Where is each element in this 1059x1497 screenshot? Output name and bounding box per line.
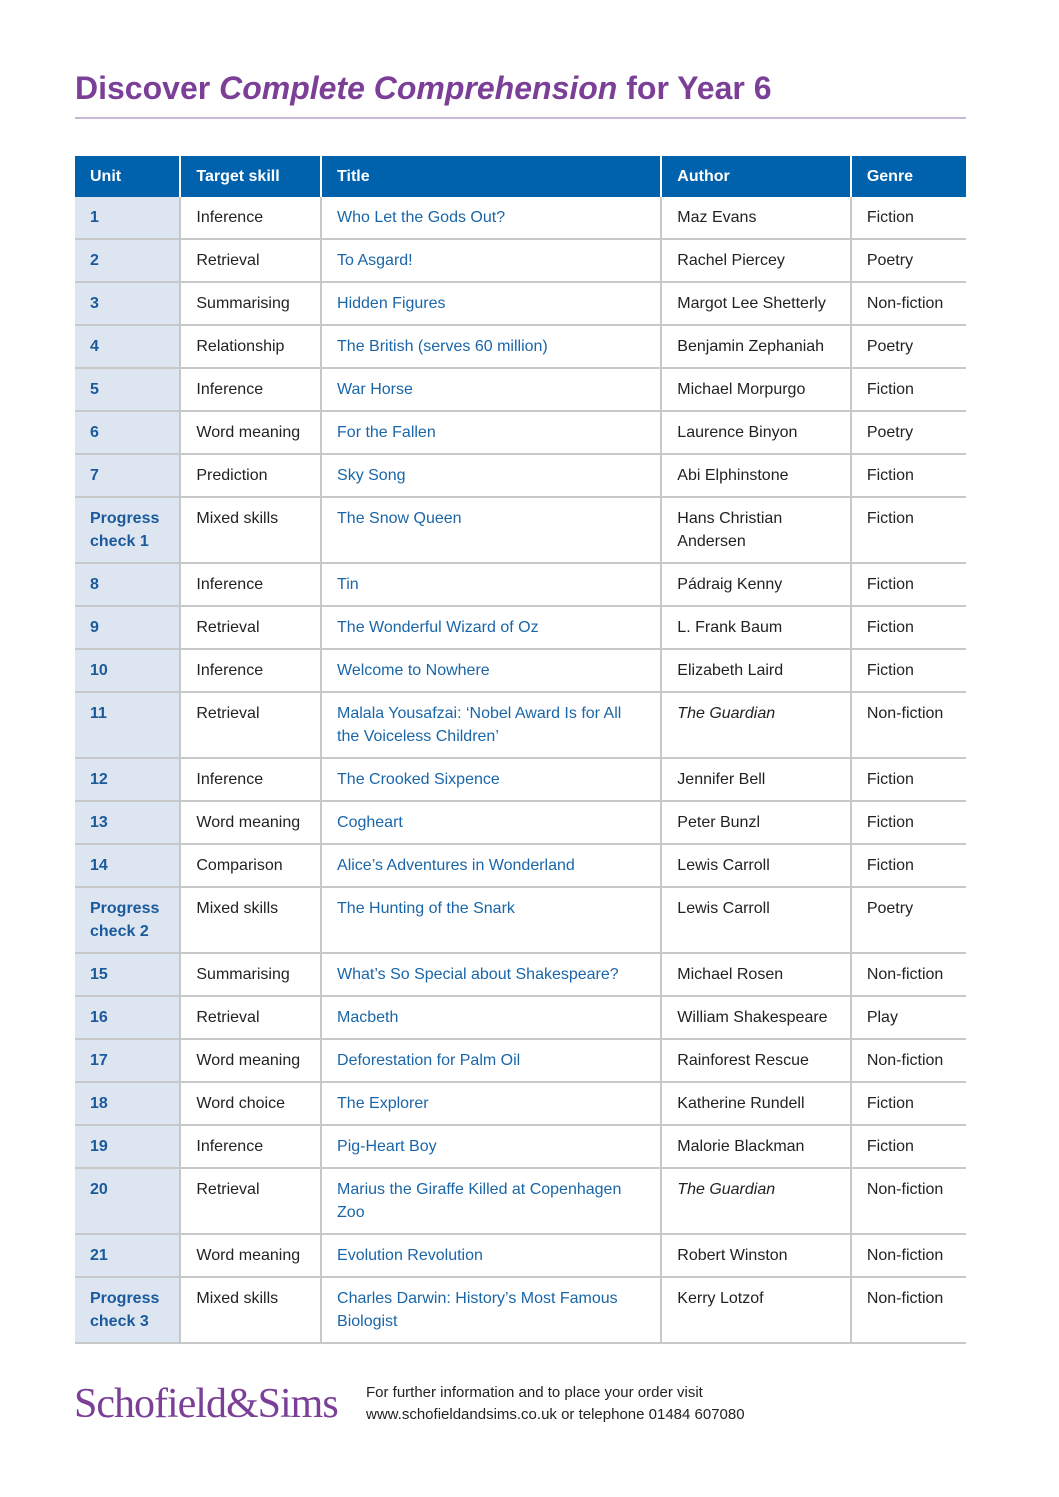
genre-cell: Non-fiction	[851, 692, 966, 758]
author-cell: Benjamin Zephaniah	[661, 325, 851, 368]
column-header-author: Author	[661, 156, 851, 197]
genre-cell: Fiction	[851, 563, 966, 606]
genre-cell: Fiction	[851, 454, 966, 497]
title-cell: Hidden Figures	[321, 282, 661, 325]
author-cell: Margot Lee Shetterly	[661, 282, 851, 325]
author-cell: The Guardian	[661, 1168, 851, 1234]
table-row	[75, 887, 966, 953]
genre-cell: Fiction	[851, 497, 966, 563]
author-cell: Maz Evans	[661, 197, 851, 239]
unit-cell: Progress check 1	[75, 497, 180, 563]
skill-cell: Mixed skills	[180, 887, 321, 953]
author-cell: Peter Bunzl	[661, 801, 851, 844]
skill-cell: Word meaning	[180, 1039, 321, 1082]
table-row	[75, 1125, 966, 1168]
table-row	[75, 197, 966, 239]
author-cell: Lewis Carroll	[661, 887, 851, 953]
title-cell: To Asgard!	[321, 239, 661, 282]
genre-cell: Fiction	[851, 801, 966, 844]
units-table	[75, 156, 966, 1344]
author-cell: Laurence Binyon	[661, 411, 851, 454]
title-cell: Cogheart	[321, 801, 661, 844]
skill-cell: Inference	[180, 368, 321, 411]
table-row	[75, 758, 966, 801]
genre-cell: Non-fiction	[851, 1039, 966, 1082]
skill-cell: Retrieval	[180, 692, 321, 758]
author-cell: Elizabeth Laird	[661, 649, 851, 692]
author-cell: Abi Elphinstone	[661, 454, 851, 497]
table-row	[75, 996, 966, 1039]
title-text-end: for Year 6	[617, 70, 772, 106]
author-cell: Pádraig Kenny	[661, 563, 851, 606]
title-cell: The Hunting of the Snark	[321, 887, 661, 953]
genre-cell: Fiction	[851, 197, 966, 239]
author-cell: Kerry Lotzof	[661, 1277, 851, 1343]
table-row	[75, 606, 966, 649]
unit-cell: 3	[75, 282, 180, 325]
footer-contact	[366, 1382, 745, 1426]
title-cell: Marius the Giraffe Killed at Copenhagen Zoo	[321, 1168, 661, 1234]
table-row	[75, 953, 966, 996]
genre-cell: Fiction	[851, 844, 966, 887]
table-row	[75, 325, 966, 368]
table-row	[75, 1234, 966, 1277]
table-row	[75, 563, 966, 606]
table-row	[75, 692, 966, 758]
unit-cell: 14	[75, 844, 180, 887]
skill-cell: Mixed skills	[180, 1277, 321, 1343]
unit-cell: 13	[75, 801, 180, 844]
column-header-genre: Genre	[851, 156, 966, 197]
author-cell: Michael Morpurgo	[661, 368, 851, 411]
table-row	[75, 239, 966, 282]
unit-cell: 1	[75, 197, 180, 239]
unit-cell: Progress check 2	[75, 887, 180, 953]
skill-cell: Inference	[180, 649, 321, 692]
table-row	[75, 1082, 966, 1125]
column-header-skill: Target skill	[180, 156, 321, 197]
footer-line-1: For further information and to place your order visit	[366, 1384, 703, 1401]
author-cell: Lewis Carroll	[661, 844, 851, 887]
unit-cell: 16	[75, 996, 180, 1039]
author-cell: Katherine Rundell	[661, 1082, 851, 1125]
genre-cell: Fiction	[851, 606, 966, 649]
table-row	[75, 649, 966, 692]
column-header-title: Title	[321, 156, 661, 197]
footer-line-2: www.schofieldandsims.co.uk or telephone 01484 607080	[366, 1406, 745, 1423]
page-title	[75, 70, 772, 107]
unit-cell: 18	[75, 1082, 180, 1125]
title-text: Discover	[75, 70, 220, 106]
unit-cell: 12	[75, 758, 180, 801]
title-cell: The Crooked Sixpence	[321, 758, 661, 801]
skill-cell: Retrieval	[180, 239, 321, 282]
skill-cell: Word meaning	[180, 1234, 321, 1277]
schofield-sims-logo: Schofield&Sims	[74, 1381, 338, 1427]
unit-cell: 5	[75, 368, 180, 411]
table-row	[75, 282, 966, 325]
skill-cell: Prediction	[180, 454, 321, 497]
skill-cell: Retrieval	[180, 606, 321, 649]
unit-cell: 10	[75, 649, 180, 692]
table-row	[75, 801, 966, 844]
genre-cell: Non-fiction	[851, 1234, 966, 1277]
title-cell: The Wonderful Wizard of Oz	[321, 606, 661, 649]
table-row	[75, 411, 966, 454]
genre-cell: Poetry	[851, 887, 966, 953]
table-row	[75, 1039, 966, 1082]
skill-cell: Summarising	[180, 282, 321, 325]
title-cell: Who Let the Gods Out?	[321, 197, 661, 239]
title-cell: Pig-Heart Boy	[321, 1125, 661, 1168]
genre-cell: Play	[851, 996, 966, 1039]
unit-cell: 20	[75, 1168, 180, 1234]
skill-cell: Comparison	[180, 844, 321, 887]
unit-cell: 21	[75, 1234, 180, 1277]
skill-cell: Inference	[180, 563, 321, 606]
genre-cell: Non-fiction	[851, 282, 966, 325]
unit-cell: 7	[75, 454, 180, 497]
skill-cell: Word choice	[180, 1082, 321, 1125]
title-cell: What’s So Special about Shakespeare?	[321, 953, 661, 996]
table-row	[75, 1168, 966, 1234]
author-cell: L. Frank Baum	[661, 606, 851, 649]
unit-cell: 6	[75, 411, 180, 454]
title-cell: Malala Yousafzai: ‘Nobel Award Is for All the Voiceless Children’	[321, 692, 661, 758]
genre-cell: Non-fiction	[851, 1168, 966, 1234]
genre-cell: Non-fiction	[851, 953, 966, 996]
table-row	[75, 844, 966, 887]
title-cell: The Snow Queen	[321, 497, 661, 563]
skill-cell: Word meaning	[180, 411, 321, 454]
title-cell: Welcome to Nowhere	[321, 649, 661, 692]
skill-cell: Summarising	[180, 953, 321, 996]
title-cell: Charles Darwin: History’s Most Famous Biologist	[321, 1277, 661, 1343]
unit-cell: 9	[75, 606, 180, 649]
genre-cell: Fiction	[851, 368, 966, 411]
title-cell: War Horse	[321, 368, 661, 411]
genre-cell: Fiction	[851, 758, 966, 801]
unit-cell: Progress check 3	[75, 1277, 180, 1343]
skill-cell: Relationship	[180, 325, 321, 368]
title-cell: For the Fallen	[321, 411, 661, 454]
title-cell: Macbeth	[321, 996, 661, 1039]
title-cell: The Explorer	[321, 1082, 661, 1125]
table-row	[75, 1277, 966, 1343]
author-cell: Rachel Piercey	[661, 239, 851, 282]
skill-cell: Word meaning	[180, 801, 321, 844]
author-cell: William Shakespeare	[661, 996, 851, 1039]
title-italic-text: Complete Comprehension	[219, 70, 618, 106]
unit-cell: 11	[75, 692, 180, 758]
genre-cell: Poetry	[851, 325, 966, 368]
skill-cell: Inference	[180, 1125, 321, 1168]
skill-cell: Inference	[180, 197, 321, 239]
title-cell: Sky Song	[321, 454, 661, 497]
skill-cell: Retrieval	[180, 1168, 321, 1234]
genre-cell: Fiction	[851, 1082, 966, 1125]
unit-cell: 19	[75, 1125, 180, 1168]
unit-cell: 2	[75, 239, 180, 282]
genre-cell: Fiction	[851, 1125, 966, 1168]
title-cell: Alice’s Adventures in Wonderland	[321, 844, 661, 887]
table-header-row	[75, 156, 966, 197]
author-cell: Rainforest Rescue	[661, 1039, 851, 1082]
skill-cell: Mixed skills	[180, 497, 321, 563]
table-row	[75, 368, 966, 411]
genre-cell: Fiction	[851, 649, 966, 692]
title-divider	[75, 117, 966, 119]
unit-cell: 4	[75, 325, 180, 368]
genre-cell: Poetry	[851, 411, 966, 454]
author-cell: Michael Rosen	[661, 953, 851, 996]
title-cell: Tin	[321, 563, 661, 606]
table-row	[75, 497, 966, 563]
table-row	[75, 454, 966, 497]
skill-cell: Retrieval	[180, 996, 321, 1039]
genre-cell: Poetry	[851, 239, 966, 282]
unit-cell: 17	[75, 1039, 180, 1082]
author-cell: Malorie Blackman	[661, 1125, 851, 1168]
author-cell: Hans Christian Andersen	[661, 497, 851, 563]
column-header-unit: Unit	[75, 156, 180, 197]
genre-cell: Non-fiction	[851, 1277, 966, 1343]
author-cell: Robert Winston	[661, 1234, 851, 1277]
title-cell: Deforestation for Palm Oil	[321, 1039, 661, 1082]
unit-cell: 8	[75, 563, 180, 606]
title-cell: Evolution Revolution	[321, 1234, 661, 1277]
author-cell: The Guardian	[661, 692, 851, 758]
unit-cell: 15	[75, 953, 180, 996]
author-cell: Jennifer Bell	[661, 758, 851, 801]
skill-cell: Inference	[180, 758, 321, 801]
title-cell: The British (serves 60 million)	[321, 325, 661, 368]
